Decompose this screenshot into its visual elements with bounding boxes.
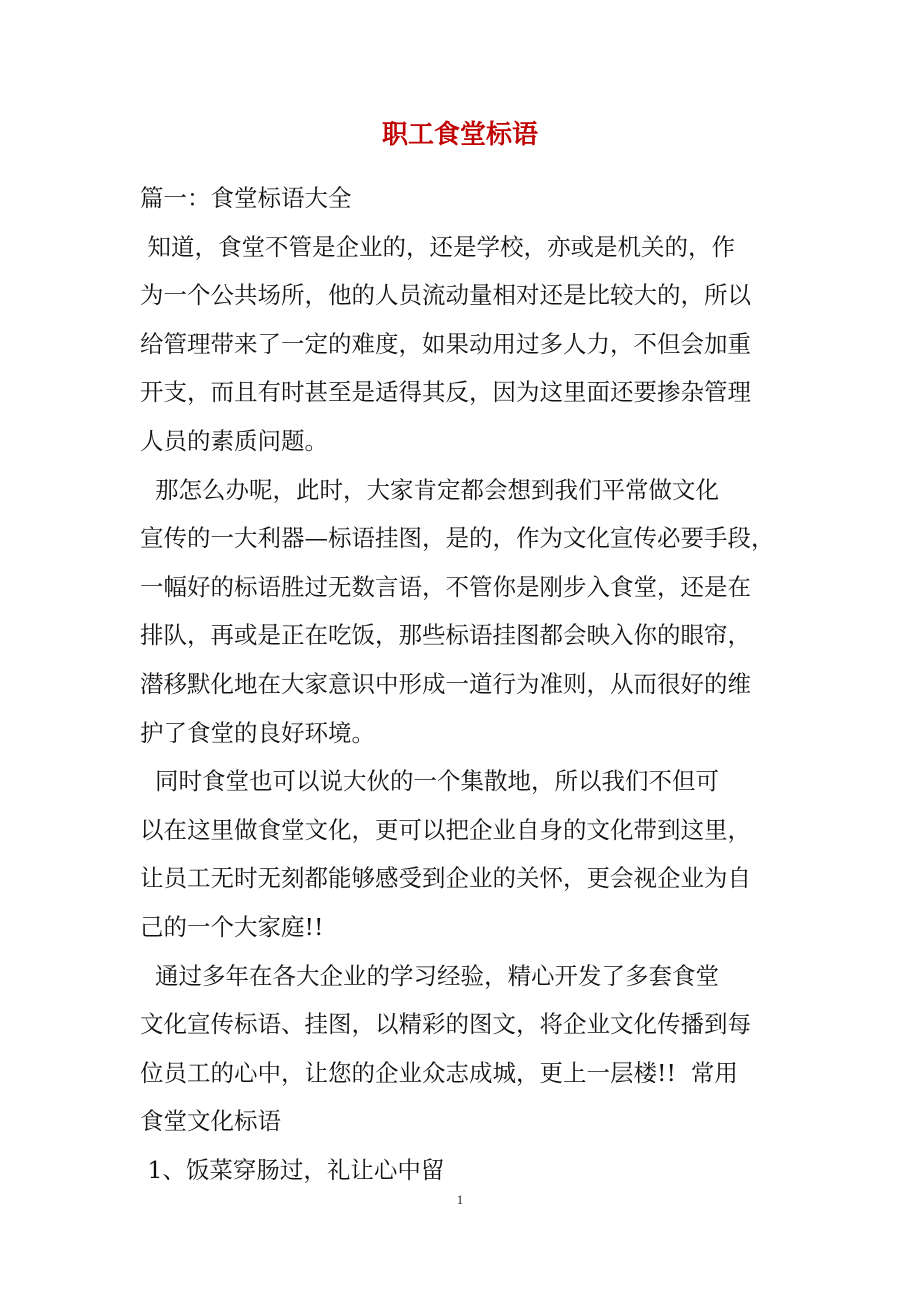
body-text-line: 食堂文化标语 [140,1107,281,1136]
body-text-line: 位员工的心中，让您的企业众志成城，更上一层楼!! 常用 [140,1058,738,1087]
body-text-line: 知道，食堂不管是企业的，还是学校，亦或是机关的，作 [140,232,735,261]
body-text-line: 以在这里做食堂文化，更可以把企业自身的文化带到这里， [140,815,751,844]
document-title: 职工食堂标语 [381,120,538,150]
body-text-line: 排队，再或是正在吃饭，那些标语挂图都会映入你的眼帘， [140,621,751,650]
body-text-line: 那怎么办呢，此时，大家肯定都会想到我们平常做文化 [140,475,719,504]
body-text-line: 宣传的一大利器—标语挂图，是的，作为文化宣传必要手段， [140,524,775,553]
body-text-line: 给管理带来了一定的难度，如果动用过多人力，不但会加重 [140,329,751,358]
body-text-line: 通过多年在各大企业的学习经验，精心开发了多套食堂 [140,961,719,990]
body-text-line: 己的一个大家庭!! [140,913,324,941]
page-number: 1 [456,1192,464,1207]
body-text-line: 篇一：食堂标语大全 [140,184,352,212]
body-text-line: 1、饭菜穿肠过，礼让心中留 [140,1156,445,1184]
body-text-line: 为一个公共场所，他的人员流动量相对还是比较大的，所以 [140,281,751,310]
body-text-line: 同时食堂也可以说大伙的一个集散地，所以我们不但可 [140,767,719,796]
body-text-line: 一幅好的标语胜过无数言语，不管你是刚步入食堂，还是在 [140,572,751,601]
body-text-line: 文化宣传标语、挂图，以精彩的图文，将企业文化传播到每 [140,1010,751,1039]
body-text-line: 开支，而且有时甚至是适得其反，因为这里面还要掺杂管理 [140,378,751,407]
body-text-line: 让员工无时无刻都能够感受到企业的关怀，更会视企业为自 [140,864,751,893]
body-text-line: 护了食堂的良好环境。 [140,718,375,747]
body-text-line: 人员的素质问题。 [140,427,328,455]
body-text-line: 潜移默化地在大家意识中形成一道行为准则，从而很好的维 [140,670,751,698]
